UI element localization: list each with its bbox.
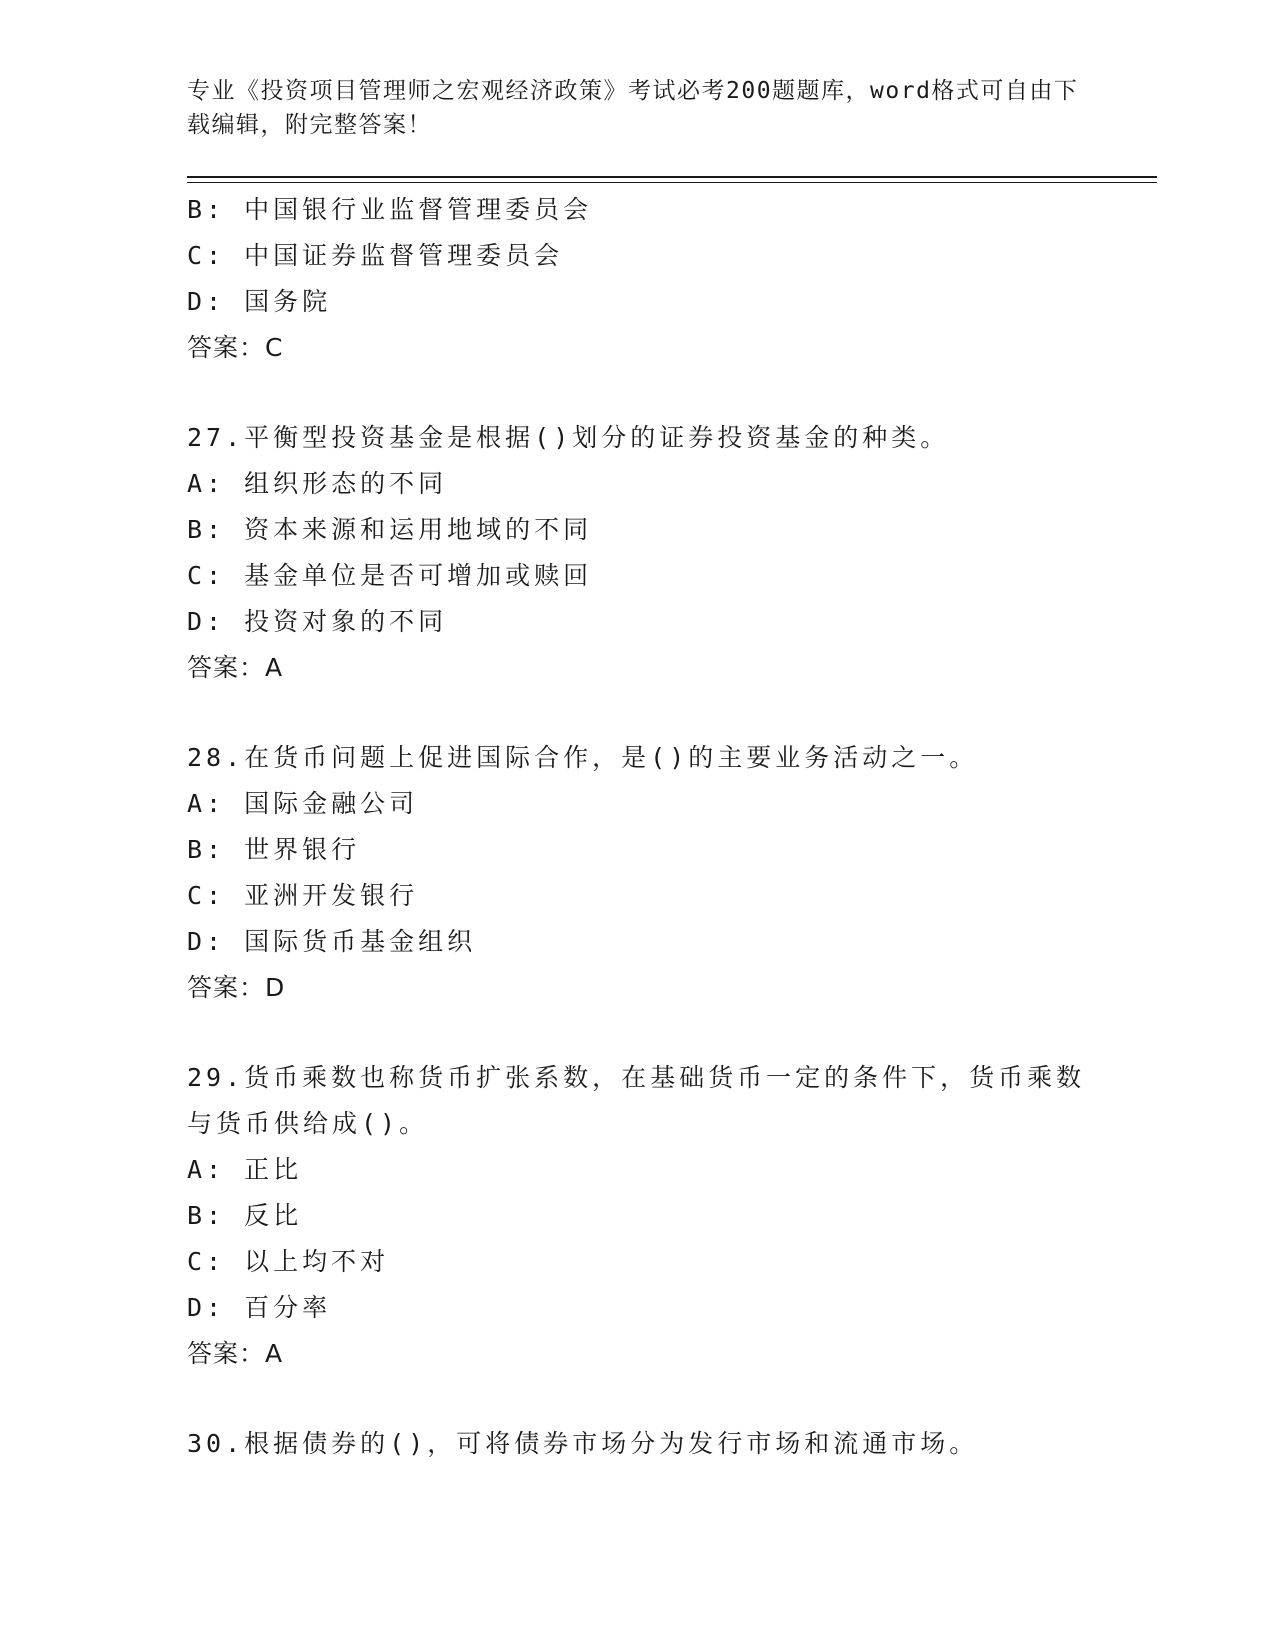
question-block-28 — [187, 735, 1087, 1011]
option-text: 国际金融公司 — [244, 789, 419, 818]
option-text: 投资对象的不同 — [244, 607, 448, 636]
option-c — [187, 1239, 1087, 1285]
option-label: D: — [187, 1293, 226, 1322]
question-block-29 — [187, 1055, 1087, 1377]
question-list — [187, 187, 1087, 1467]
option-text: 以上均不对 — [244, 1247, 390, 1276]
option-label: C: — [187, 1247, 226, 1276]
option-label: B: — [187, 195, 226, 224]
option-text: 国务院 — [244, 287, 332, 316]
document-header: 专业《投资项目管理师之宏观经济政策》考试必考200题题库，word格式可自由下载编辑，附完整答案！ — [187, 78, 1079, 138]
answer-line: 答案：A — [187, 1339, 284, 1368]
option-label: D: — [187, 287, 226, 316]
option-b — [187, 827, 1087, 873]
option-label: C: — [187, 561, 226, 590]
answer-line: 答案：D — [187, 973, 286, 1002]
question-stem: 28.在货币问题上促进国际合作，是()的主要业务活动之一。 — [187, 743, 979, 772]
option-b — [187, 507, 1087, 553]
question-block-30 — [187, 1421, 1087, 1467]
option-d — [187, 919, 1087, 965]
question-stem: 30.根据债券的()，可将债券市场分为发行市场和流通市场。 — [187, 1429, 979, 1458]
option-label: D: — [187, 927, 226, 956]
header-divider-thin — [187, 182, 1157, 183]
answer-line: 答案：C — [187, 333, 284, 362]
option-d — [187, 1285, 1087, 1331]
question-block-partial — [187, 187, 1087, 371]
option-text: 正比 — [244, 1155, 303, 1184]
header-divider-thick — [187, 176, 1157, 178]
question-block-27 — [187, 415, 1087, 691]
option-a — [187, 1147, 1087, 1193]
option-label: A: — [187, 789, 226, 818]
option-label: C: — [187, 881, 226, 910]
option-b — [187, 1193, 1087, 1239]
option-label: C: — [187, 241, 226, 270]
option-label: B: — [187, 515, 226, 544]
option-a — [187, 781, 1087, 827]
option-label: B: — [187, 835, 226, 864]
option-c — [187, 233, 1087, 279]
option-label: D: — [187, 607, 226, 636]
option-text: 国际货币基金组织 — [244, 927, 477, 956]
option-label: A: — [187, 1155, 226, 1184]
option-d — [187, 279, 1087, 325]
question-stem: 27.平衡型投资基金是根据()划分的证券投资基金的种类。 — [187, 423, 950, 452]
option-text: 世界银行 — [244, 835, 361, 864]
option-text: 资本来源和运用地域的不同 — [244, 515, 593, 544]
option-text: 组织形态的不同 — [244, 469, 448, 498]
option-d — [187, 599, 1087, 645]
option-text: 基金单位是否可增加或赎回 — [244, 561, 593, 590]
option-label: B: — [187, 1201, 226, 1230]
option-c — [187, 873, 1087, 919]
option-text: 亚洲开发银行 — [244, 881, 419, 910]
option-text: 反比 — [244, 1201, 303, 1230]
option-text: 百分率 — [244, 1293, 332, 1322]
option-label: A: — [187, 469, 226, 498]
option-b — [187, 187, 1087, 233]
option-a — [187, 461, 1087, 507]
option-text: 中国证券监督管理委员会 — [244, 241, 564, 270]
option-text: 中国银行业监督管理委员会 — [244, 195, 593, 224]
question-stem: 29.货币乘数也称货币扩张系数，在基础货币一定的条件下，货币乘数与货币供给成()。 — [187, 1063, 1086, 1138]
option-c — [187, 553, 1087, 599]
answer-line: 答案：A — [187, 653, 284, 682]
